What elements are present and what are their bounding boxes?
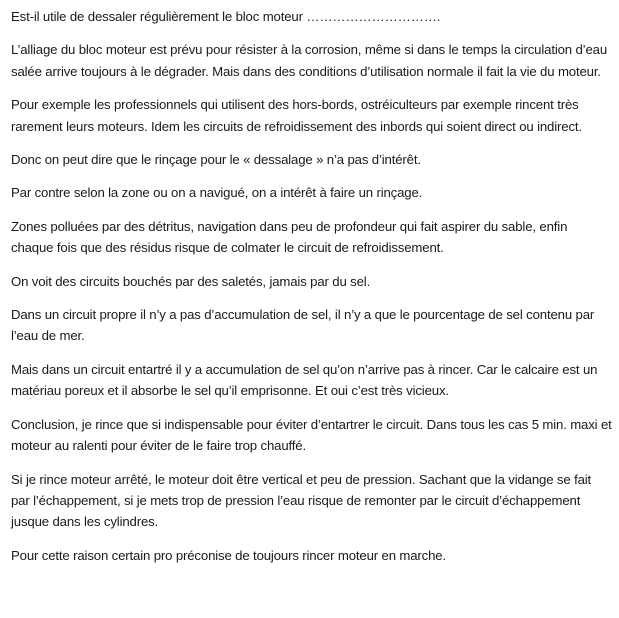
paragraph-rinsing-no-interest: Donc on peut dire que le rinçage pour le « dessalage » n’a pas d’intérêt. (11, 152, 421, 168)
paragraph-polluted-zones: Zones polluées par des détritus, navigation dans peu de profondeur qui fait aspirer du sable, enfin chaque fois que des résidus risque de colmater le circuit de refroidissement. (11, 218, 568, 256)
paragraph-conclusion: Conclusion, je rince que si indispensable pour éviter d’entartrer le circuit. Dans tous les cas 5 min. maxi et moteur au ralenti pour éviter de le faire trop chauffé. (11, 416, 612, 454)
paragraph-clean-circuit: Dans un circuit propre il n’y a pas d’accumulation de sel, il n’y a que le pourcentage de sel contenu par l’eau de mer. (11, 307, 595, 344)
paragraph-professionals: Pour exemple les professionnels qui utilisent des hors-bords, ostréiculteurs par exemple rincent très rarement leurs moteurs. Idem les circuits de refroidissement des inbords qui soient direct ou indirect. (11, 97, 582, 134)
paragraph-zone-navigation: Par contre selon la zone ou on a navigué, on a intérêt à faire un rinçage. (11, 185, 423, 201)
paragraph-final-recommendation: Pour cette raison certain pro préconise de toujours rincer moteur en marche. (11, 547, 446, 563)
paragraph-engine-stopped: Si je rince moteur arrêté, le moteur doit être vertical et peu de pression. Sachant que la vidange se fait par l’échappement, si je mets trop de pression l’eau risque de remonter par le circuit d’échappement jusque dans les cylindres. (11, 471, 592, 530)
document-body (11, 6, 613, 566)
paragraph-clogged-circuits: On voit des circuits bouchés par des saletés, jamais par du sel. (11, 273, 371, 289)
paragraph-scaled-circuit: Mais dans un circuit entartré il y a accumulation de sel qu’on n’arrive pas à rincer. Car le calcaire est un matériau poreux et il absorbe le sel qu’il emprisonne. Et oui c’est très vicieux. (11, 361, 598, 399)
paragraph-alloy: L’alliage du bloc moteur est prévu pour résister à la corrosion, même si dans le temps la circulation d’eau salée arrive toujours à le dégrader. Mais dans des conditions d’utilisation normale il fait la vie du moteur. (11, 42, 608, 79)
paragraph-title-question: Est-il utile de dessaler régulièrement le bloc moteur …………………………. (11, 9, 441, 24)
